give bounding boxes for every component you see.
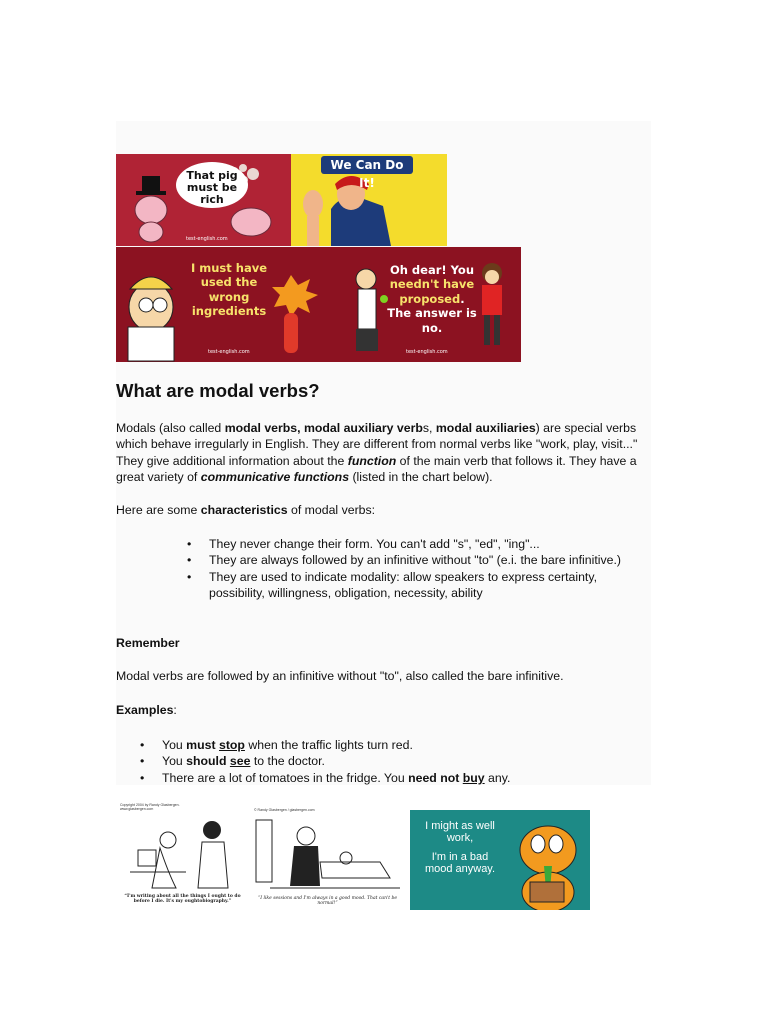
list-item: • They are always followed by an infinitive without "to" (e.i. the bare infinitive.)	[209, 552, 639, 568]
example-text: when the traffic lights turn red.	[244, 738, 413, 752]
poster-banner: We Can Do It!	[321, 156, 413, 174]
example-verb: see	[229, 754, 251, 769]
intro-text: ) are special verbs which behave irregularly in English. They are different from normal verbs like "work, play, visit..." They give additional information about the	[116, 421, 638, 468]
brand-watermark: test-english.com	[406, 349, 448, 355]
intro-text: (listed in the chart below).	[349, 470, 493, 485]
page-title: What are modal verbs?	[116, 380, 320, 401]
proposal-caption-highlight: needn't have proposed	[389, 277, 475, 306]
example-text: to the doctor.	[250, 754, 325, 769]
garfield-line-2: I'm in a bad mood anyway.	[424, 851, 496, 875]
char-intro-text: Here are some	[116, 503, 201, 517]
cartoon-caption: “I'm writing about all the things I ought to do before I die. It's my oughtobiography.”	[124, 894, 241, 904]
intro-emphasis: communicative functions	[200, 470, 350, 485]
proposal-caption-pre: Oh dear! You	[389, 263, 475, 277]
example-verb: stop	[218, 738, 245, 752]
char-intro-bold: characteristics	[200, 503, 288, 517]
example-text: any.	[484, 770, 511, 785]
remember-heading	[116, 635, 180, 651]
list-item	[162, 737, 642, 753]
remember-heading-text: Remember	[116, 636, 180, 650]
examples-heading-colon: :	[173, 703, 177, 717]
example-text: You	[162, 738, 187, 752]
examples-list	[162, 737, 642, 786]
oughtobiography-cartoon	[116, 802, 249, 910]
characteristics-list	[209, 536, 639, 602]
scientist-cartoon-image	[116, 247, 334, 362]
proposal-cartoon-image	[334, 247, 521, 362]
pig-speech-bubble: That pig must be rich	[176, 162, 248, 208]
char-intro-text: of modal verbs:	[287, 503, 376, 517]
examples-heading	[116, 702, 177, 718]
intro-bold-term: modal verbs, modal auxiliary verb	[224, 421, 423, 435]
intro-text: Modals (also called	[116, 421, 225, 435]
we-can-do-it-poster	[291, 154, 447, 246]
cartoon-credit: © Randy Glasbergen / glasbergen.com	[254, 808, 315, 812]
intro-paragraph	[116, 420, 646, 486]
characteristics-intro	[116, 502, 375, 518]
remember-paragraph: Modal verbs are followed by an infinitive without "to", also called the bare infinitive.	[116, 669, 564, 683]
example-verb: buy	[462, 770, 485, 785]
list-item: • They never change their form. You can't add "s", "ed", "ing"...	[209, 536, 639, 552]
proposal-caption	[386, 263, 478, 335]
cartoon-caption: “I like sessions and I'm always in a good mood. That can't be normal!”	[258, 896, 397, 906]
list-item	[162, 770, 642, 786]
scientist-caption: I must have used the wrong ingredients	[190, 261, 268, 319]
example-text: There are a lot of tomatoes in the fridge. You	[162, 770, 409, 785]
intro-text: of the main verb that follows it. They have a great variety of	[116, 453, 637, 485]
brand-watermark: test-english.com	[208, 349, 250, 355]
garfield-image	[410, 810, 590, 910]
cartoon-credit: Copyright 2004 by Randy Glasbergen. www.glasbergen.com	[120, 803, 180, 811]
example-modal: must	[186, 738, 216, 752]
example-modal: should	[186, 754, 227, 769]
example-modal: need not	[408, 770, 460, 785]
pig-cartoon-image	[116, 154, 291, 246]
examples-heading-text: Examples	[116, 703, 174, 717]
brand-watermark: test-english.com	[186, 236, 228, 242]
proposal-caption-post: . The answer is no.	[387, 291, 477, 335]
garfield-line-1: I might as well work,	[425, 820, 495, 844]
example-text: You	[162, 754, 187, 769]
therapist-cartoon	[250, 802, 405, 910]
list-item	[162, 753, 642, 769]
list-item: • They are used to indicate modality: allow speakers to express certainty, possibility, willingness, obligation, necessity, ability	[209, 569, 639, 602]
intro-emphasis: function	[347, 453, 397, 468]
intro-bold-term: modal auxiliaries	[435, 421, 536, 435]
intro-text: s,	[422, 421, 436, 435]
